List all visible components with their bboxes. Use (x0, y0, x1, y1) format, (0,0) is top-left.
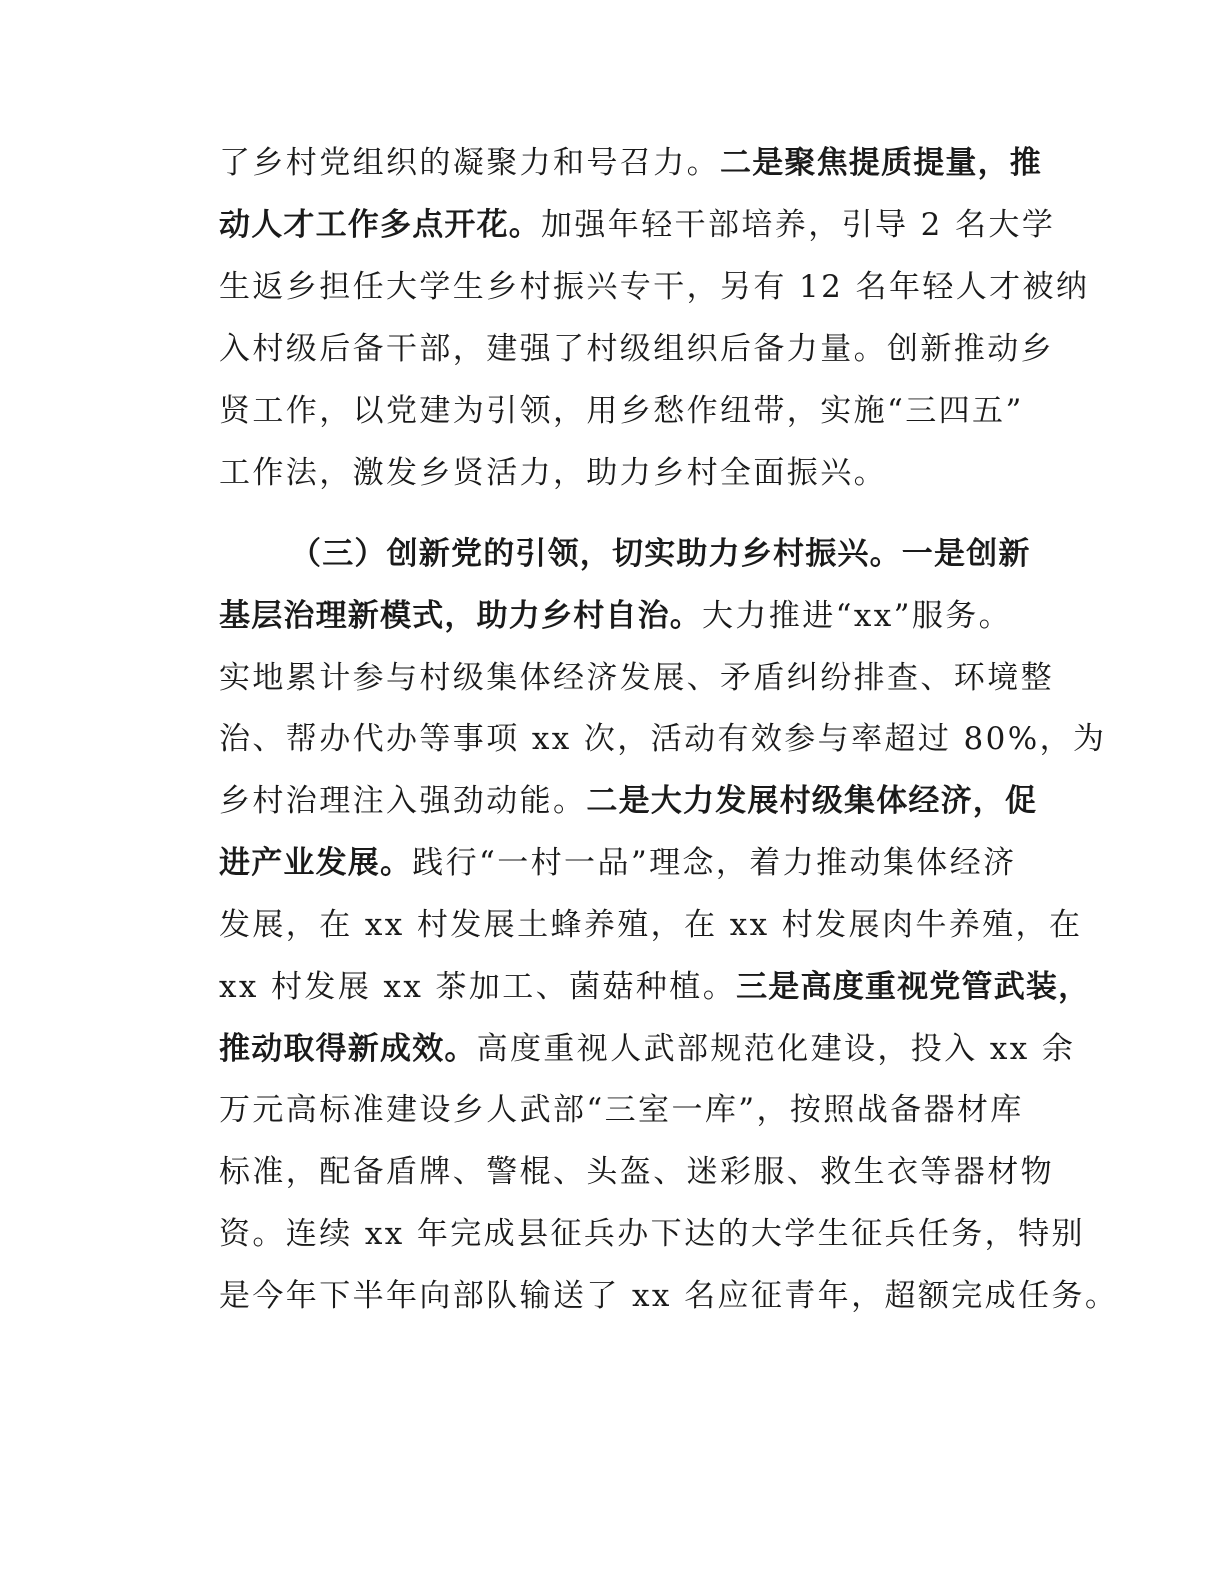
paragraph-2-line-11 (219, 1152, 1054, 1192)
bold-heading-text: 三是高度重视党管武装， (736, 969, 1091, 1005)
body-text: 资。连续 xx 年完成县征兵办下达的大学生征兵任务，特别 (219, 1216, 1085, 1252)
paragraph-2-line-8 (219, 967, 1090, 1007)
paragraph-1-line-3 (219, 267, 1089, 307)
paragraph-1-line-5 (219, 391, 1024, 431)
bold-heading-text: 进产业发展。 (219, 845, 413, 881)
paragraph-2-line-6 (219, 843, 1017, 883)
paragraph-2-line-7 (219, 905, 1082, 945)
body-text: 治、帮办代办等事项 xx 次，活动有效参与率超过 80%，为 (219, 721, 1107, 757)
body-text: 大力推进“xx”服务。 (702, 598, 1013, 634)
bold-heading-text: 二是大力发展村级集体经济，促 (586, 783, 1038, 819)
body-text: 入村级后备干部，建强了村级组织后备力量。创新推动乡 (219, 331, 1054, 367)
body-text: 加强年轻干部培养，引导 2 名大学 (541, 207, 1056, 243)
paragraph-2-line-2 (219, 596, 1012, 636)
bold-heading-text: 动人才工作多点开花。 (219, 207, 541, 243)
paragraph-1-line-1 (219, 143, 1042, 183)
bold-heading-text: 基层治理新模式，助力乡村自治。 (219, 598, 702, 634)
bold-heading-text: 推动取得新成效。 (219, 1031, 477, 1067)
paragraph-2-line-3 (219, 658, 1054, 698)
body-text: 高度重视人武部规范化建设，投入 xx 余 (476, 1031, 1076, 1067)
body-text: xx 村发展 xx 茶加工、菌菇种植。 (219, 969, 737, 1005)
paragraph-2-line-12 (219, 1214, 1085, 1254)
body-text: 发展，在 xx 村发展土蜂养殖，在 xx 村发展肉牛养殖，在 (219, 907, 1083, 943)
paragraph-2-line-1 (290, 534, 1031, 574)
body-text: 践行“一村一品”理念，着力推动集体经济 (412, 845, 1017, 881)
body-text: 标准，配备盾牌、警棍、头盔、迷彩服、救生衣等器材物 (219, 1154, 1054, 1190)
bold-heading-text: （三）创新党的引领，切实助力乡村振兴。一是创新 (290, 536, 1031, 572)
paragraph-2-line-13 (219, 1276, 1118, 1316)
body-text: 生返乡担任大学生乡村振兴专干，另有 12 名年轻人才被纳 (219, 269, 1090, 305)
paragraph-2-line-9 (219, 1029, 1075, 1069)
body-text: 工作法，激发乡贤活力，助力乡村全面振兴。 (219, 455, 887, 491)
body-text: 贤工作，以党建为引领，用乡愁作纽带，实施“三四五” (219, 393, 1024, 429)
paragraph-2-line-5 (219, 781, 1037, 821)
paragraph-1-line-6 (219, 453, 887, 493)
body-text: 了乡村党组织的凝聚力和号召力。 (219, 145, 720, 181)
paragraph-2-line-10 (219, 1090, 1024, 1130)
paragraph-1-line-4 (219, 329, 1054, 369)
paragraph-2-line-4 (219, 719, 1106, 759)
body-text: 万元高标准建设乡人武部“三室一库”，按照战备器材库 (219, 1092, 1024, 1128)
bold-heading-text: 二是聚焦提质提量，推 (720, 145, 1042, 181)
body-text: 乡村治理注入强劲动能。 (219, 783, 587, 819)
body-text: 是今年下半年向部队输送了 xx 名应征青年，超额完成任务。 (219, 1278, 1119, 1314)
paragraph-1-line-2 (219, 205, 1055, 245)
body-text: 实地累计参与村级集体经济发展、矛盾纠纷排查、环境整 (219, 660, 1054, 696)
